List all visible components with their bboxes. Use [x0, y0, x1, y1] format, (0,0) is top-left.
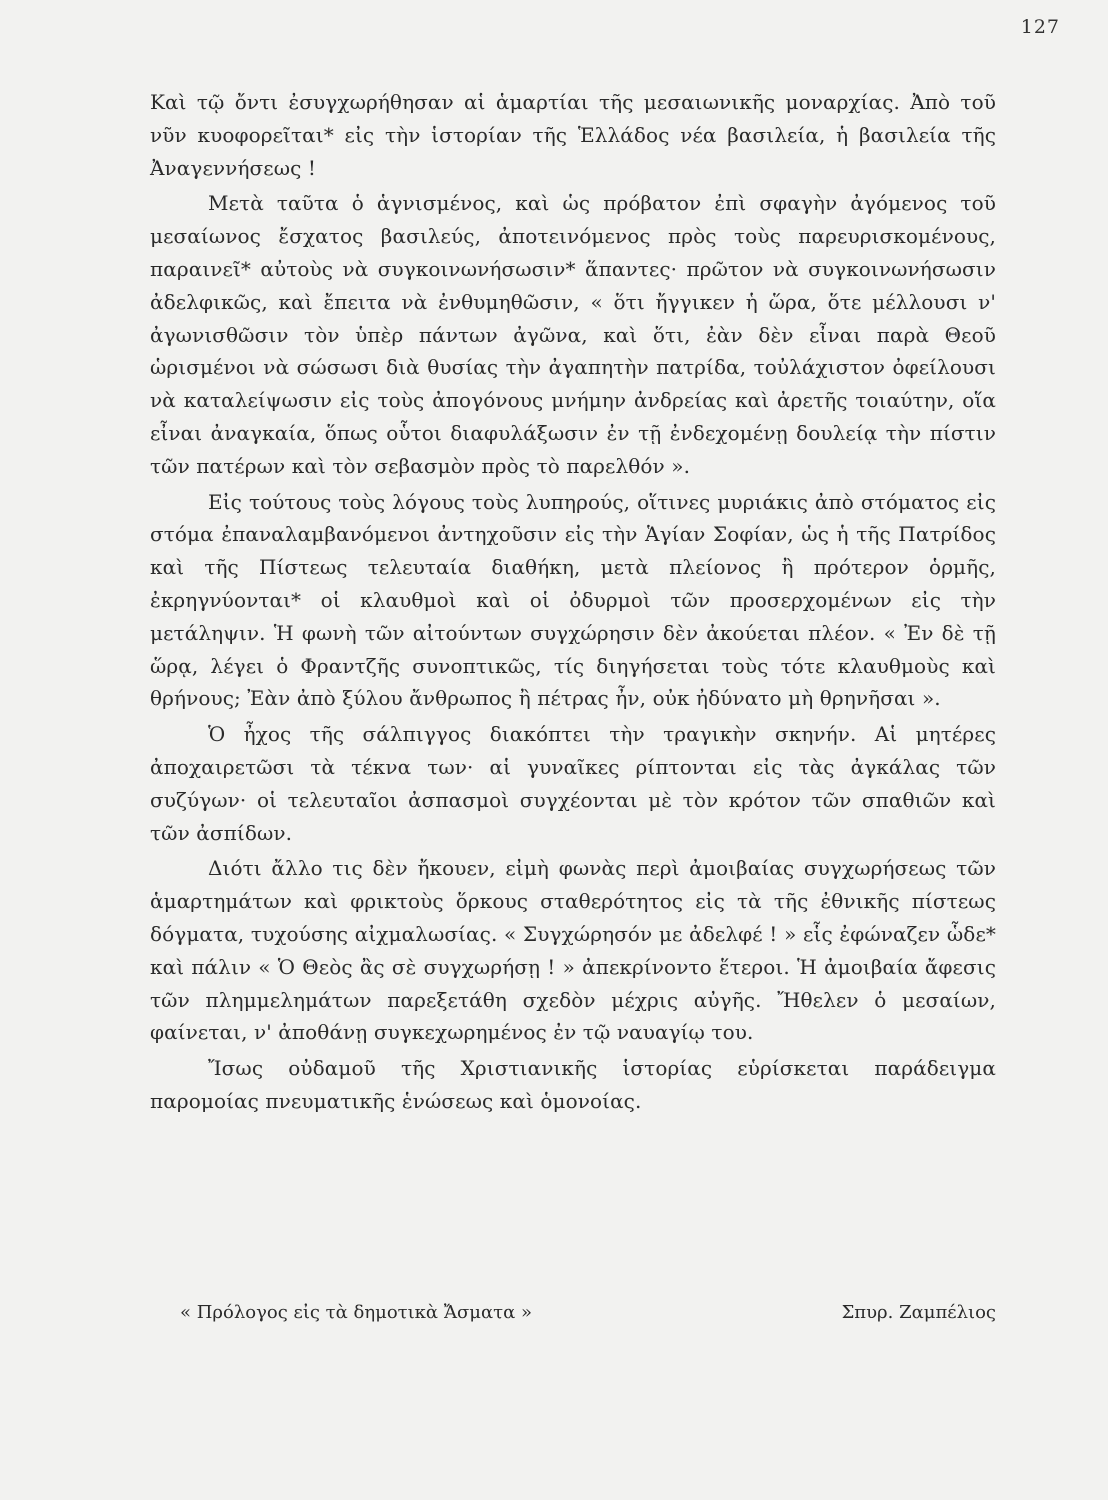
paragraph-1: Καὶ τῷ ὄντι ἐσυγχωρήθησαν αἱ ἁμαρτίαι τῆς μεσαιωνικῆς μοναρχίας. Ἀπὸ τοῦ νῦν κυοφορεῖται* εἰς τὴν ἱστορίαν τῆς Ἑλλάδος νέα βασιλεία, ἡ βασιλεία τῆς Ἀναγεννήσεως !	[150, 90, 996, 180]
paragraph-5: Διότι ἄλλο τις δὲν ἤκουεν, εἰμὴ φωνὰς περὶ ἀμοιβαίας συγχωρήσεως τῶν ἁμαρτημάτων καὶ φρικτοὺς ὅρκους σταθερότητος εἰς τὰ τῆς ἐθνικῆς πίστεως δόγματα, τυχούσης αἰχμαλωσίας. « Συγχώρησόν με ἀδελφέ ! » εἷς ἐφώναζεν ὧδε* καὶ πάλιν « Ὁ Θεὸς ἂς σὲ συγχωρήσῃ ! » ἀπεκρίνοντο ἕτεροι. Ἡ ἀμοιβαία ἄφεσις τῶν πλημμελημάτων παρεξετάθη σχεδὸν μέχρις αὐγῆς. Ἤθελεν ὁ μεσαίων, φαίνεται, ν' ἀποθάνῃ συγκεχωρημένος ἐν τῷ ναυαγίῳ του.	[150, 856, 996, 1045]
attribution-source: « Πρόλογος εἰς τὰ δημοτικὰ Ἄσματα »	[180, 1302, 533, 1323]
paragraph-4: Ὁ ἦχος τῆς σάλπιγγος διακόπτει τὴν τραγικὴν σκηνήν. Αἱ μητέρες ἀποχαιρετῶσι τὰ τέκνα των· αἱ γυναῖκες ρίπτονται εἰς τὰς ἀγκάλας τῶν συζύγων· οἱ τελευταῖοι ἀσπασμοὶ συγχέονται μὲ τὸν κρότον τῶν σπαθιῶν καὶ τῶν ἀσπίδων.	[150, 722, 996, 845]
page-number: 127	[1020, 16, 1060, 38]
paragraph-3: Εἰς τούτους τοὺς λόγους τοὺς λυπηρούς, οἵτινες μυριάκις ἀπὸ στόματος εἰς στόμα ἐπαναλαμβανόμενοι ἀντηχοῦσιν εἰς τὴν Ἁγίαν Σοφίαν, ὡς ἡ τῆς Πατρίδος καὶ τῆς Πίστεως τελευταία διαθήκη, μετὰ πλείονος ἢ πρότερον ὁρμῆς, ἐκρηγνύονται* οἱ κλαυθμοὶ καὶ οἱ ὀδυρμοὶ τῶν προσερχομένων εἰς τὴν μετάληψιν. Ἡ φωνὴ τῶν αἰτούντων συγχώρησιν δὲν ἀκούεται πλέον. « Ἐν δὲ τῇ ὥρᾳ, λέγει ὁ Φραντζῆς συνοπτικῶς, τίς διηγήσεται τοὺς τότε κλαυθμοὺς καὶ θρήνους; Ἐὰν ἀπὸ ξύλου ἄνθρωπος ἢ πέτρας ἦν, οὐκ ἠδύνατο μὴ θρηνῆσαι ».	[150, 489, 996, 711]
paragraph-2: Μετὰ ταῦτα ὁ ἁγνισμένος, καὶ ὡς πρόβατον ἐπὶ σφαγὴν ἀγόμενος τοῦ μεσαίωνος ἔσχατος βασιλεύς, ἀποτεινόμενος πρὸς τοὺς παρευρισκομένους, παραινεῖ* αὐτοὺς νὰ συγκοινωνήσωσιν* ἅπαντες· πρῶτον νὰ συγκοινωνήσωσιν ἀδελφικῶς, καὶ ἔπειτα νὰ ἐνθυμηθῶσιν, « ὅτι ἤγγικεν ἡ ὥρα, ὅτε μέλλουσι ν' ἀγωνισθῶσιν τὸν ὑπὲρ πάντων ἀγῶνα, καὶ ὅτι, ἐὰν δὲν εἶναι παρὰ Θεοῦ ὡρισμένοι νὰ σώσωσι διὰ θυσίας τὴν ἀγαπητὴν πατρίδα, τοὐλάχιστον ὀφείλουσι νὰ καταλείψωσιν εἰς τοὺς ἀπογόνους μνήμην ἀνδρείας καὶ ἀρετῆς τοιαύτην, οἵα εἶναι ἀναγκαία, ὅπως οὗτοι διαφυλάξωσιν ἐν τῇ ἐνδεχομένῃ δουλείᾳ τὴν πίστιν τῶν πατέρων καὶ τὸν σεβασμὸν πρὸς τὸ παρελθόν ».	[150, 191, 996, 478]
attribution	[150, 1298, 996, 1328]
body-text	[150, 86, 996, 1118]
attribution-author: Σπυρ. Ζαμπέλιος	[841, 1302, 996, 1323]
paragraph-6: Ἴσως οὐδαμοῦ τῆς Χριστιανικῆς ἱστορίας εὑρίσκεται παράδειγμα παρομοίας πνευματικῆς ἑνώσεως καὶ ὁμονοίας.	[150, 1056, 996, 1113]
